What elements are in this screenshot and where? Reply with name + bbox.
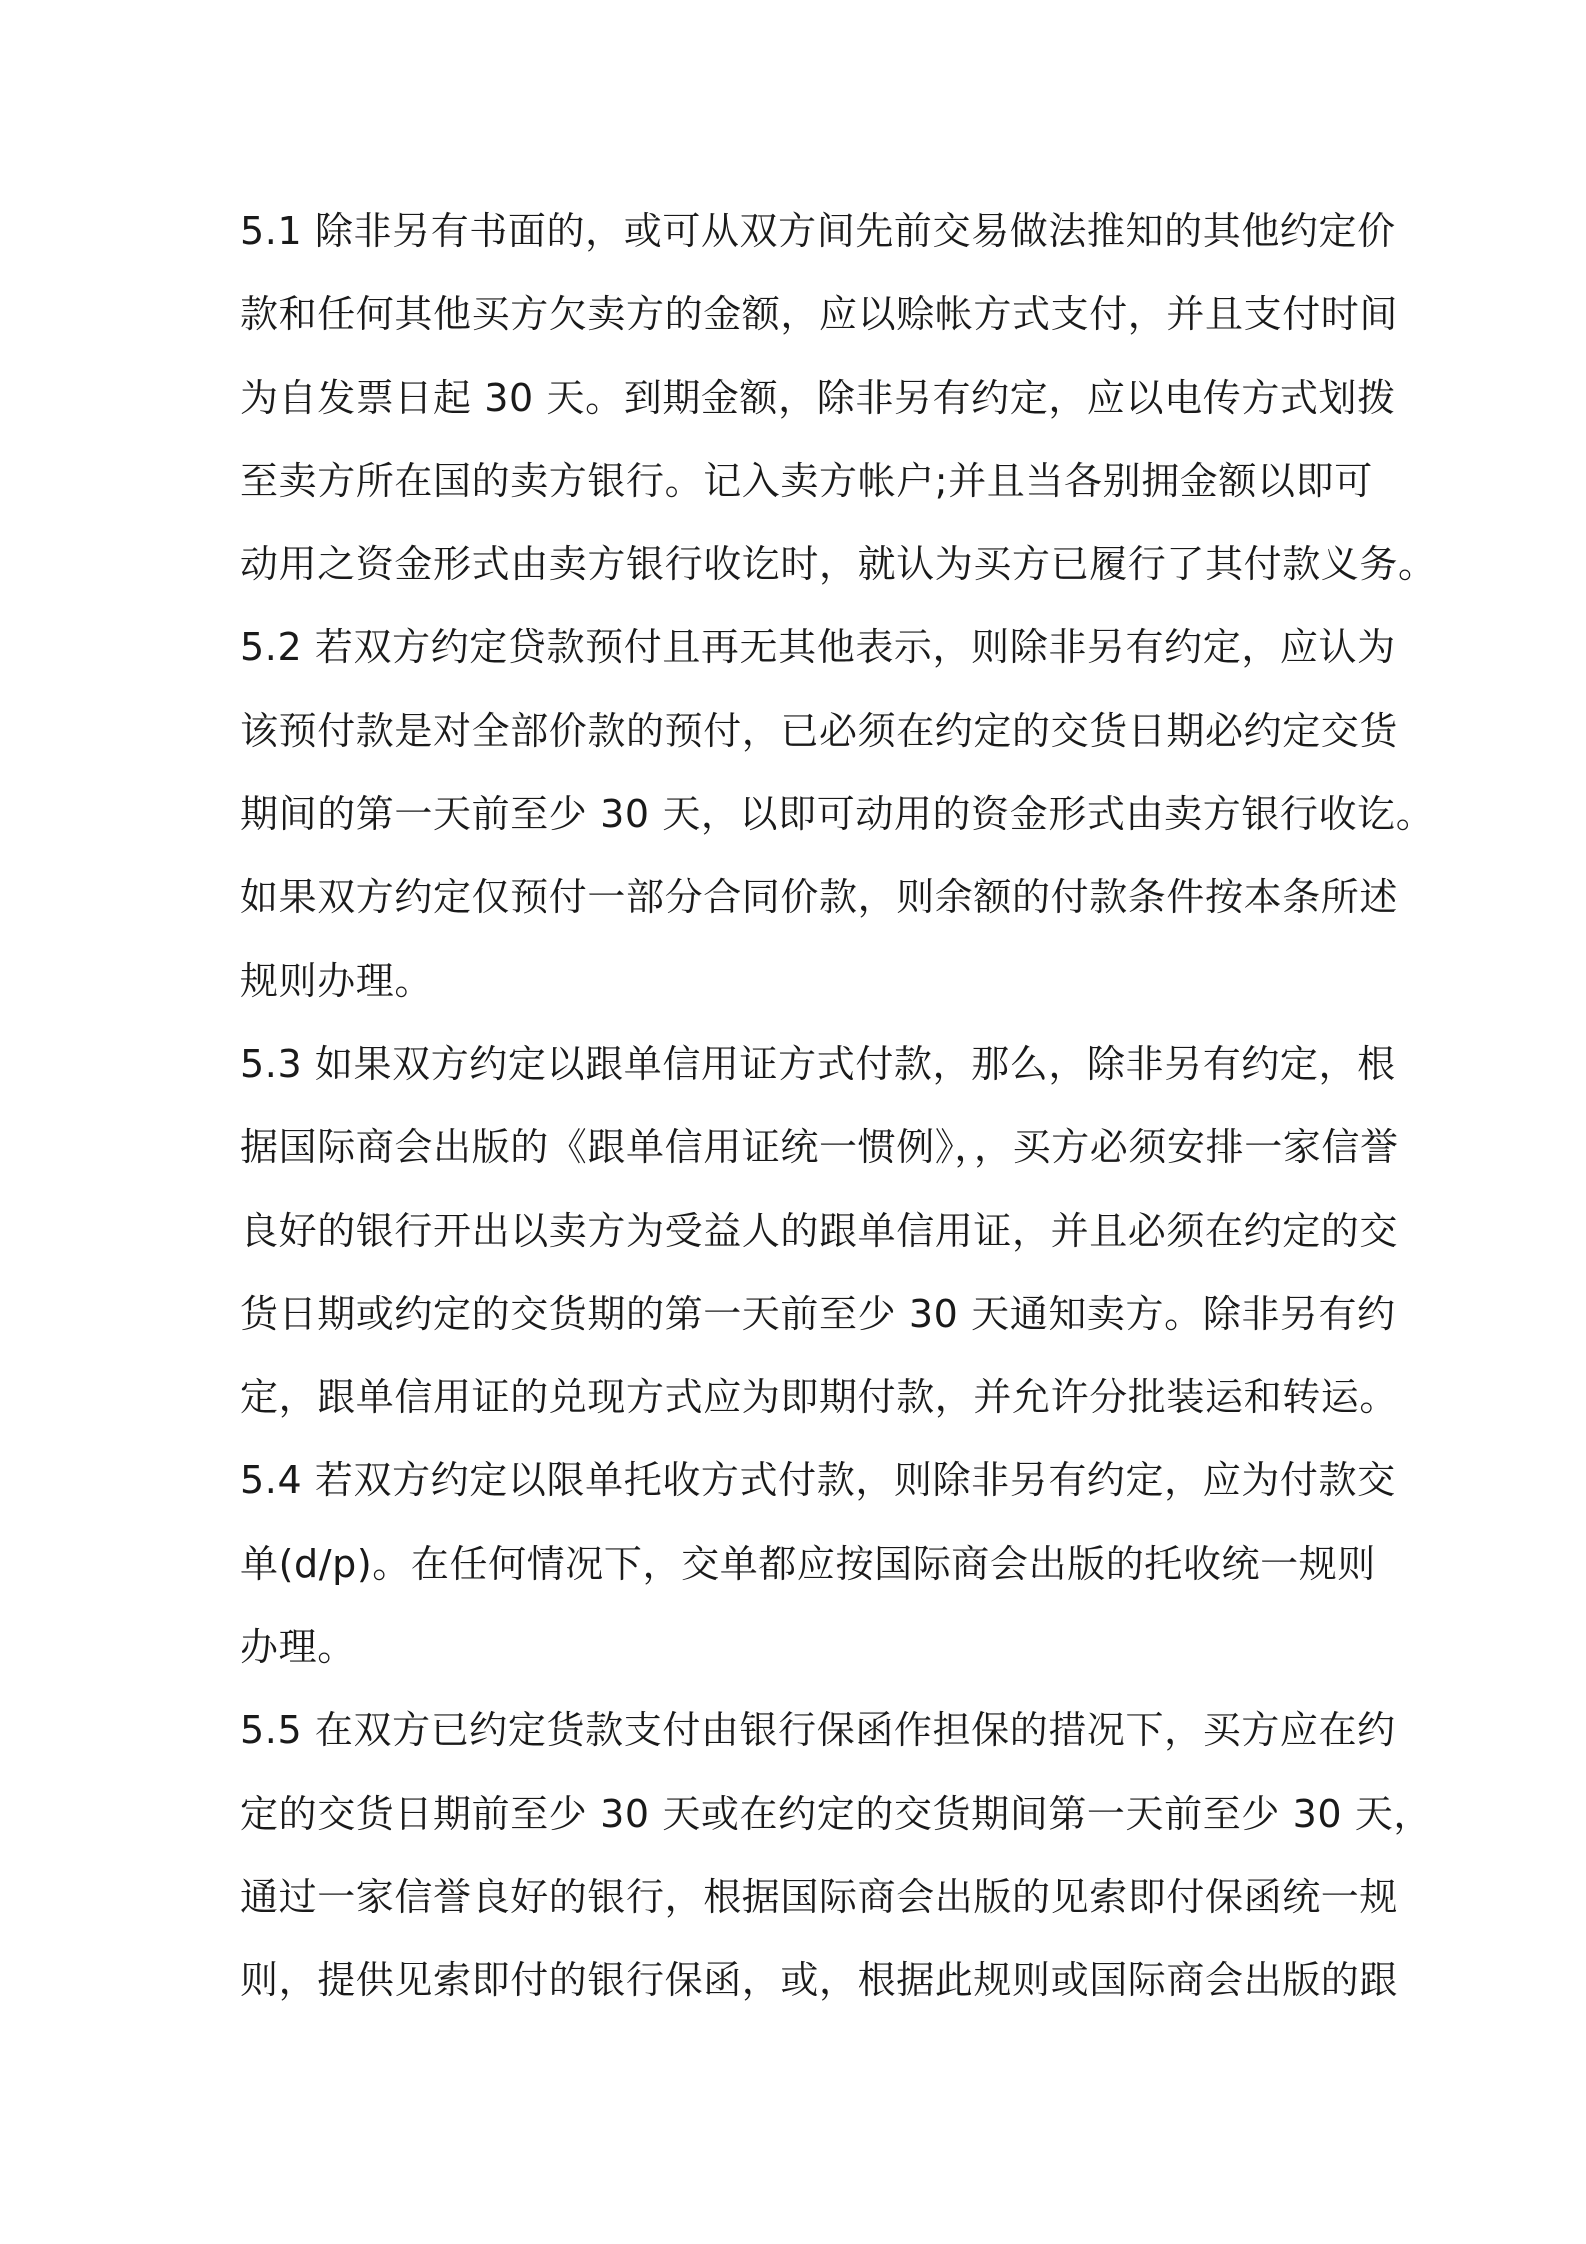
text-line: 5.2 若双方约定贷款预付且再无其他表示，则除非另有约定，应认为 (240, 625, 1396, 670)
text-line: 办理。 (240, 1625, 356, 1670)
text-line: 货日期或约定的交货期的第一天前至少 30 天通知卖方。除非另有约 (240, 1291, 1396, 1336)
text-line: 如果双方约定仅预付一部分合同价款，则余额的付款条件按本条所述 (240, 875, 1399, 920)
text-line: 为自发票日起 30 天。到期金额，除非另有约定，应以电传方式划拨 (240, 375, 1396, 420)
text-line: 定，跟单信用证的兑现方式应为即期付款，并允许分批装运和转运。 (240, 1375, 1399, 1420)
text-line: 5.1 除非另有书面的，或可从双方间先前交易做法推知的其他约定价 (240, 209, 1396, 253)
text-line: 期间的第一天前至少 30 天，以即可动用的资金形式由卖方银行收讫。 (240, 792, 1435, 837)
text-line: 据国际商会出版的《跟单信用证统一惯例》，，买方必须安排一家信誉 (240, 1125, 1399, 1170)
text-line: 定的交货日期前至少 30 天或在约定的交货期间第一天前至少 30 天， (240, 1791, 1433, 1836)
text-line: 通过一家信誉良好的银行，根据国际商会出版的见索即付保函统一规 (240, 1874, 1399, 1919)
text-line: 单(d/p)。在任何情况下，交单都应按国际商会出版的托收统一规则 (240, 1541, 1376, 1586)
text-line: 5.5 在双方已约定货款支付由银行保函作担保的措况下，买方应在约 (240, 1708, 1396, 1753)
text-line: 规则办理。 (240, 958, 434, 1003)
text-line: 该预付款是对全部价款的预付，已必须在约定的交货日期必约定交货 (240, 708, 1399, 753)
text-line: 5.4 若双方约定以限单托收方式付款，则除非另有约定，应为付款交 (240, 1458, 1396, 1503)
text-line: 至卖方所在国的卖方银行。记入卖方帐户;并且当各别拥金额以即可 (240, 458, 1373, 503)
text-line: 5.3 如果双方约定以跟单信用证方式付款，那么，除非另有约定，根 (240, 1041, 1396, 1086)
text-line: 良好的银行开出以卖方为受益人的跟单信用证，并且必须在约定的交 (240, 1208, 1399, 1253)
text-line: 款和任何其他买方欠卖方的金额，应以赊帐方式支付，并且支付时间 (240, 292, 1399, 337)
document-body (240, 190, 1437, 2023)
text-line: 则，提供见索即付的银行保函，或，根据此规则或国际商会出版的跟 (240, 1958, 1399, 2003)
text-line: 动用之资金形式由卖方银行收讫时，就认为买方已履行了其付款义务。 (240, 542, 1437, 587)
